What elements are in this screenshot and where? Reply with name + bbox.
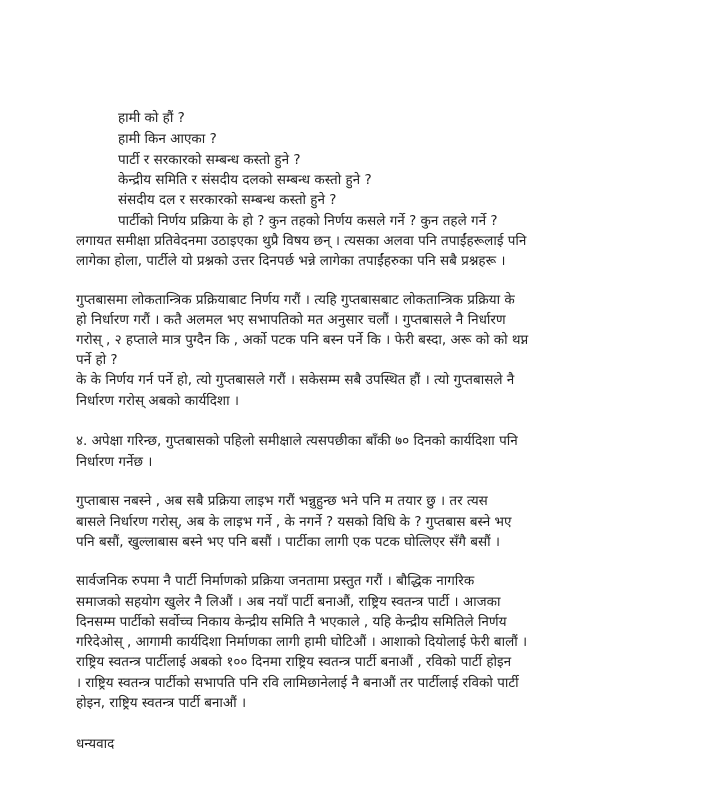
- paragraph-line: बासले निर्धारण गरोस्, अब के लाइभ गर्ने , के नगर्ने ? यसको विधि के ? गुप्तबास बस्ने भए: [76, 514, 512, 530]
- question-line: केन्द्रीय समिति र संसदीय दलको सम्बन्ध कस्तो हुने ?: [118, 172, 372, 188]
- paragraph-line: निर्धारण गरोस् अबको कार्यदिशा ।: [76, 393, 240, 409]
- question-line: संसदीय दल र सरकारको सम्बन्ध कस्तो हुने ?: [118, 192, 337, 208]
- paragraph-line: गरिदेओस् , आगामी कार्यदिशा निर्माणका लागी हामी घोटिऔं । आशाको दियोलाई फेरी बालौं ।: [76, 634, 528, 650]
- paragraph-line: होइन, राष्ट्रिय स्वतन्त्र पार्टी बनाऔं ।: [76, 695, 247, 711]
- paragraph-line: समाजको सहयोग खुलेर नै लिऔं । अब नयाँ पार्टी बनाऔं, राष्ट्रिय स्वतन्त्र पार्टी । आजका: [76, 594, 501, 610]
- question-line: पार्टी र सरकारको सम्बन्ध कस्तो हुने ?: [118, 152, 301, 168]
- paragraph-line: पर्ने हो ?: [76, 352, 118, 368]
- paragraph-line: लागेका होला, पार्टीले यो प्रश्नको उत्तर दिनपर्छ भन्ने लागेका तपाईंहरुका पनि सबै प्रश्नहरू ।: [76, 253, 506, 269]
- paragraph-line: ४. अपेक्षा गरिन्छ, गुप्तबासको पहिलो समीक्षाले त्यसपछीका बाँकी ७० दिनको कार्यदिशा पनि: [76, 433, 518, 449]
- paragraph-line: पनि बसौं, खुल्लाबास बस्ने भए पनि बसौं । पार्टीका लागी एक पटक घोत्लिएर सँगै बसौं ।: [76, 534, 501, 550]
- paragraph-line: हो निर्धारण गरौं । कतै अलमल भए सभापतिको मत अनुसार चलौं । गुप्तबासले नै निर्धारण: [76, 312, 506, 328]
- paragraph-line: लगायत समीक्षा प्रतिवेदनमा उठाइएका थुप्रै विषय छन् । त्यसका अलवा पनि तपाईंहरूलाई पनि: [76, 233, 527, 249]
- paragraph-line: निर्धारण गर्नेछ ।: [76, 454, 153, 470]
- question-line: हामी किन आएका ?: [118, 131, 217, 147]
- paragraph-line: गरोस् , २ हप्ताले मात्र पुग्दैन कि , अर्को पटक पनि बस्न पर्ने कि । फेरी बस्दा, अरू को को थप्न: [76, 332, 529, 348]
- paragraph-line: गुप्ताबास नबस्ने , अब सबै प्रक्रिया लाइभ गरौं भन्नुहुन्छ भने पनि म तयार छु । तर त्यस: [76, 493, 488, 509]
- closing-text: धन्यवाद: [76, 736, 115, 752]
- paragraph-line: दिनसम्म पार्टीको सर्वोच्च निकाय केन्द्रीय समिति नै भएकाले , यहि केन्द्रीय समितिले निर्णय: [76, 614, 507, 630]
- paragraph-line: के के निर्णय गर्न पर्ने हो, त्यो गुप्तबासले गरौं । सकेसम्म सबै उपस्थित हौं । त्यो गुप्तबासले नै: [76, 372, 515, 388]
- paragraph-line: गुप्तबासमा लोकतान्त्रिक प्रक्रियाबाट निर्णय गरौं । त्यहि गुप्तबासबाट लोकतान्त्रिक प्रक्रिया के: [76, 292, 515, 308]
- question-line: हामी को हौं ?: [118, 110, 185, 126]
- question-line: पार्टीको निर्णय प्रक्रिया के हो ? कुन तहको निर्णय कसले गर्ने ? कुन तहले गर्ने ?: [118, 213, 498, 229]
- paragraph-line: । राष्ट्रिय स्वतन्त्र पार्टीको सभापति पनि रवि लामिछानेलाई नै बनाऔं तर पार्टीलाई रविको पार्टी: [76, 675, 519, 691]
- paragraph-line: राष्ट्रिय स्वतन्त्र पार्टीलाई अबको १०० दिनमा राष्ट्रिय स्वतन्त्र पार्टी बनाऔं , रविको पार्टी होइन: [76, 654, 512, 670]
- paragraph-line: सार्वजनिक रुपमा नै पार्टी निर्माणको प्रक्रिया जनतामा प्रस्तुत गरौं । बौद्धिक नागरिक: [76, 573, 475, 589]
